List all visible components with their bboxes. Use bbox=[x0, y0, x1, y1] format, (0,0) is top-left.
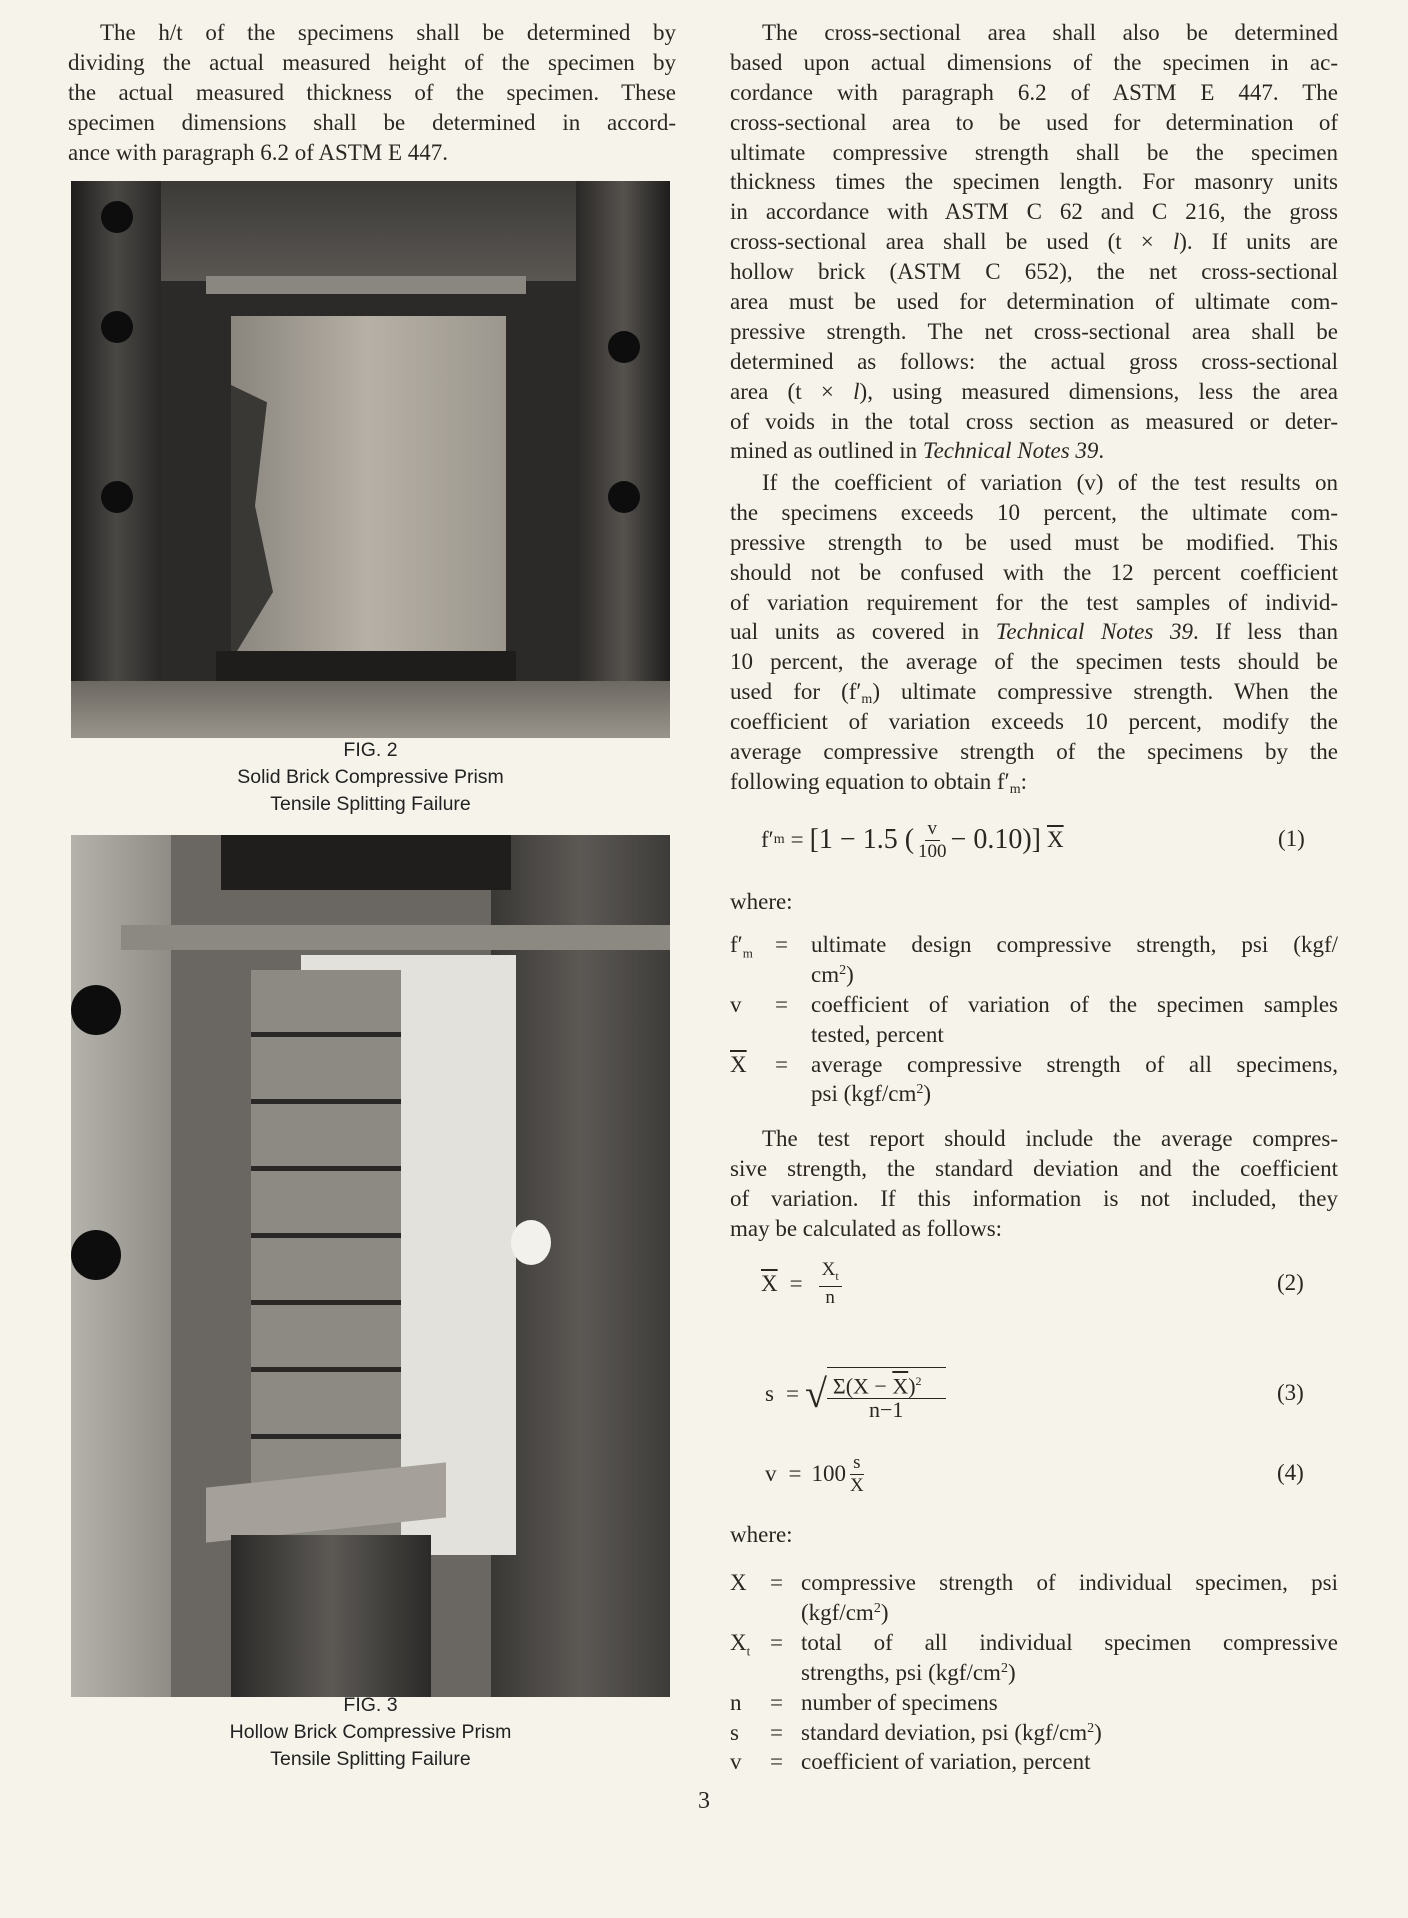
fig2-caption bbox=[71, 737, 670, 818]
text-line: average compressive strength of all specimens, bbox=[811, 1051, 1338, 1077]
page-number: 3 bbox=[698, 1788, 710, 1814]
fig3-photo bbox=[71, 835, 670, 1697]
text-segment: cm bbox=[811, 961, 840, 987]
paragraph-test-report bbox=[730, 1124, 1338, 1244]
paragraph-cross-sectional-area bbox=[730, 18, 1338, 466]
text-line: average compressive strength of the specimens by the bbox=[730, 739, 1338, 765]
definition-text bbox=[801, 1718, 1338, 1748]
text-segment: ual units as covered in bbox=[730, 619, 996, 645]
equals-sign: = bbox=[770, 1749, 783, 1775]
eq1-fraction bbox=[918, 818, 947, 863]
text-line: The h/t of the specimens shall be determined by bbox=[100, 20, 676, 45]
text-line: coefficient of variation of the specimen samples bbox=[811, 991, 1338, 1017]
definition-symbol bbox=[730, 1628, 750, 1667]
text-line: hollow brick (ASTM C 652), the net cross-sectional bbox=[730, 259, 1338, 285]
eq4-den: X bbox=[849, 1474, 864, 1496]
text-line: thickness times the specimen length. For masonry units bbox=[730, 169, 1338, 195]
eq3-num-b: ) bbox=[908, 1373, 916, 1399]
equation-4 bbox=[765, 1444, 868, 1504]
eq1-lhs-sub: m bbox=[773, 832, 785, 847]
symbol-text: s bbox=[730, 1719, 739, 1745]
definition-text bbox=[801, 1747, 1338, 1777]
definition-symbol bbox=[730, 1747, 742, 1777]
text-line bbox=[811, 960, 1338, 990]
eq2-equals: = bbox=[789, 1271, 803, 1296]
eq3-number: (3) bbox=[1277, 1380, 1304, 1405]
text-line: dividing the actual measured height of the specimen by bbox=[68, 49, 676, 75]
fig2-title: Solid Brick Compressive Prism bbox=[237, 766, 504, 788]
symbol-text: X bbox=[730, 1570, 747, 1595]
text-line bbox=[801, 1658, 1338, 1688]
fig3-caption bbox=[71, 1692, 670, 1773]
definition-symbol bbox=[730, 1718, 739, 1748]
definition-text bbox=[801, 1568, 1338, 1628]
eq3-num-bar: $\overline{X}$ bbox=[892, 1373, 909, 1399]
text-line: The cross-sectional area shall also be determined bbox=[762, 20, 1338, 45]
text-line bbox=[730, 677, 1338, 707]
definition-text bbox=[811, 1050, 1338, 1110]
text-segment: m bbox=[861, 692, 873, 708]
text-line: ultimate compressive strength shall be the specimen bbox=[730, 139, 1338, 165]
definition-text bbox=[811, 990, 1338, 1050]
equation-1 bbox=[761, 810, 1064, 870]
eq3-den: n−1 bbox=[869, 1396, 904, 1422]
eq1-xbar: $\overline{X}$ bbox=[1046, 827, 1064, 852]
eq2-num-sub: t bbox=[835, 1268, 839, 1283]
fig3-title: Hollow Brick Compressive Prism bbox=[229, 1721, 512, 1743]
where-label-2: where: bbox=[730, 1522, 793, 1547]
text-line: pressive strength to be used must be modified. This bbox=[730, 529, 1338, 555]
text-line bbox=[801, 1718, 1338, 1748]
definition-text bbox=[801, 1688, 1338, 1718]
text-segment: standard deviation, psi (kgf/cm bbox=[801, 1719, 1088, 1745]
text-segment: : bbox=[1020, 768, 1027, 794]
definition-text bbox=[801, 1628, 1338, 1688]
text-segment: m bbox=[1009, 781, 1021, 797]
text-segment: strengths, psi (kgf/cm bbox=[801, 1659, 1001, 1685]
fig2-subtitle: Tensile Splitting Failure bbox=[270, 793, 471, 815]
text-segment: Technical Notes 39 bbox=[922, 438, 1099, 464]
fig2-label: FIG. 2 bbox=[343, 739, 398, 761]
text-segment: ) bbox=[923, 1081, 932, 1107]
symbol-subscript: m bbox=[742, 945, 753, 961]
text-segment: . If less than bbox=[1192, 619, 1338, 645]
definition-text bbox=[811, 930, 1338, 990]
sqrt-icon: √ bbox=[804, 1371, 827, 1416]
text-segment: ) bbox=[880, 1599, 889, 1625]
text-line: of variation. If this information is not included, they bbox=[730, 1185, 1338, 1211]
text-line bbox=[730, 617, 1338, 647]
text-line: total of all individual specimen compressive bbox=[801, 1629, 1338, 1655]
text-line: the actual measured thickness of the specimen. These bbox=[68, 79, 676, 105]
text-line bbox=[730, 767, 1338, 797]
definition-symbol bbox=[730, 990, 742, 1020]
text-line: sive strength, the standard deviation and the coefficient bbox=[730, 1155, 1338, 1181]
definition-symbol bbox=[730, 1568, 747, 1598]
text-segment: used for (f′ bbox=[730, 679, 862, 705]
text-line: The test report should include the average compres- bbox=[762, 1126, 1338, 1151]
equals-sign: = bbox=[775, 1051, 788, 1077]
text-segment: ) bbox=[1007, 1659, 1016, 1685]
text-segment: 2 bbox=[1000, 1660, 1008, 1676]
text-line: area must be used for determination of ultimate com- bbox=[730, 289, 1338, 315]
eq3-equals: = bbox=[785, 1381, 799, 1406]
text-segment: ). If units are bbox=[1179, 229, 1338, 255]
text-line: If the coefficient of variation (v) of the test results on bbox=[762, 470, 1338, 495]
text-segment: (kgf/cm bbox=[801, 1599, 874, 1625]
equals-sign: = bbox=[770, 1570, 783, 1595]
text-line: in accordance with ASTM C 62 and C 216, the gross bbox=[730, 199, 1338, 225]
symbol-subscript: t bbox=[746, 1643, 751, 1659]
text-segment: 2 bbox=[916, 1082, 924, 1098]
text-line: specimen dimensions shall be determined in accord- bbox=[68, 109, 676, 135]
fig2-photo bbox=[71, 181, 670, 738]
eq2-number: (2) bbox=[1277, 1270, 1304, 1295]
text-segment: following equation to obtain f′ bbox=[730, 768, 1010, 794]
eq2-den: n bbox=[825, 1287, 835, 1309]
text-line: tested, percent bbox=[811, 1021, 944, 1047]
symbol-text: v bbox=[730, 1749, 742, 1775]
eq3-fraction bbox=[827, 1367, 946, 1420]
equals-sign: = bbox=[775, 932, 788, 957]
equals-sign: = bbox=[770, 1629, 783, 1655]
left-paragraph bbox=[68, 18, 676, 167]
eq3-lhs: s bbox=[765, 1381, 774, 1406]
equation-2 bbox=[761, 1254, 846, 1314]
text-line: number of specimens bbox=[801, 1689, 998, 1715]
eq1-equals: = bbox=[790, 827, 804, 852]
symbol-text: n bbox=[730, 1689, 742, 1715]
text-line bbox=[730, 227, 1338, 257]
equals-sign: = bbox=[770, 1719, 783, 1745]
text-line bbox=[730, 377, 1338, 407]
text-segment: l bbox=[1172, 229, 1180, 255]
eq2-fraction bbox=[819, 1259, 842, 1310]
equals-sign: = bbox=[770, 1689, 783, 1715]
fig3-label: FIG. 3 bbox=[343, 1694, 398, 1716]
text-line: determined as follows: the actual gross cross-sectional bbox=[730, 348, 1338, 374]
text-segment: Technical Notes 39 bbox=[995, 619, 1193, 645]
text-segment: 2 bbox=[1087, 1720, 1095, 1736]
definition-symbol bbox=[730, 1050, 747, 1080]
text-line bbox=[811, 1079, 1338, 1109]
text-segment: psi (kgf/cm bbox=[811, 1081, 917, 1107]
text-line: of variation requirement for the test samples of individ- bbox=[730, 589, 1338, 615]
text-line: pressive strength. The net cross-sectional area shall be bbox=[730, 318, 1338, 344]
eq3-num-sup: 2 bbox=[915, 1374, 922, 1389]
fig3-subtitle: Tensile Splitting Failure bbox=[270, 1748, 471, 1770]
eq1-den: 100 bbox=[918, 840, 947, 862]
symbol-text: X bbox=[730, 1629, 747, 1655]
text-line: coefficient of variation exceeds 10 percent, modify the bbox=[730, 709, 1338, 735]
symbol-text: $\overline{X}$ bbox=[730, 1051, 747, 1077]
eq1-lhs: f′ bbox=[761, 827, 774, 852]
eq2-num: X bbox=[821, 1258, 836, 1280]
text-segment: cross-sectional area shall be used (t × bbox=[730, 229, 1173, 255]
eq3-num-a: Σ(X − bbox=[832, 1373, 893, 1399]
text-segment: ) bbox=[846, 961, 854, 987]
text-segment: 2 bbox=[839, 962, 847, 978]
text-line: may be calculated as follows: bbox=[730, 1215, 1003, 1241]
text-line: cross-sectional area to be used for determination of bbox=[730, 109, 1338, 135]
eq1-number: (1) bbox=[1278, 826, 1305, 851]
text-segment: ) ultimate compressive strength. When the bbox=[872, 679, 1338, 705]
eq1-open: [1 − 1.5 ( bbox=[809, 824, 915, 855]
definition-symbol bbox=[730, 930, 753, 969]
text-segment: ), using measured dimensions, less the area bbox=[859, 378, 1338, 404]
text-line: compressive strength of individual specimen, psi bbox=[801, 1570, 1338, 1595]
text-segment: ) bbox=[1094, 1719, 1102, 1745]
definition-symbol bbox=[730, 1688, 742, 1718]
eq1-after: − 0.10)] bbox=[950, 824, 1041, 855]
equation-3 bbox=[765, 1364, 950, 1424]
text-line: based upon actual dimensions of the specimen in ac- bbox=[730, 49, 1338, 75]
text-line: ance with paragraph 6.2 of ASTM E 447. bbox=[68, 139, 449, 165]
text-line: 10 percent, the average of the specimen tests should be bbox=[730, 649, 1338, 675]
eq4-lhs: v bbox=[765, 1461, 777, 1486]
text-line bbox=[730, 436, 1338, 466]
text-line: ultimate design compressive strength, psi (kgf/ bbox=[811, 932, 1338, 957]
text-line: the specimens exceeds 10 percent, the ultimate com- bbox=[730, 499, 1338, 525]
paragraph-coefficient-variation bbox=[730, 468, 1338, 797]
where-label-1: where: bbox=[730, 889, 793, 914]
eq4-num: s bbox=[850, 1452, 863, 1475]
eq4-fraction bbox=[850, 1452, 864, 1497]
symbol-text: v bbox=[730, 991, 742, 1017]
text-segment: l bbox=[853, 378, 860, 404]
eq1-num: v bbox=[925, 818, 941, 841]
eq4-number: (4) bbox=[1277, 1460, 1304, 1485]
eq4-coef: 100 bbox=[811, 1461, 846, 1486]
eq2-lhs: $\overline{X}$ bbox=[761, 1271, 778, 1296]
text-segment: area (t × bbox=[730, 378, 854, 404]
text-line: of voids in the total cross section as measured or deter- bbox=[730, 408, 1338, 434]
text-line bbox=[801, 1598, 1338, 1628]
text-line: coefficient of variation, percent bbox=[801, 1749, 1091, 1775]
text-line: should not be confused with the 12 percent coefficient bbox=[730, 559, 1338, 585]
text-segment: . bbox=[1098, 438, 1105, 464]
text-segment: 2 bbox=[873, 1600, 881, 1616]
text-segment: mined as outlined in bbox=[730, 438, 923, 464]
equals-sign: = bbox=[775, 991, 788, 1017]
symbol-text: f′ bbox=[730, 932, 743, 957]
text-line: cordance with paragraph 6.2 of ASTM E 447. The bbox=[730, 79, 1338, 105]
eq4-equals: = bbox=[788, 1461, 802, 1486]
